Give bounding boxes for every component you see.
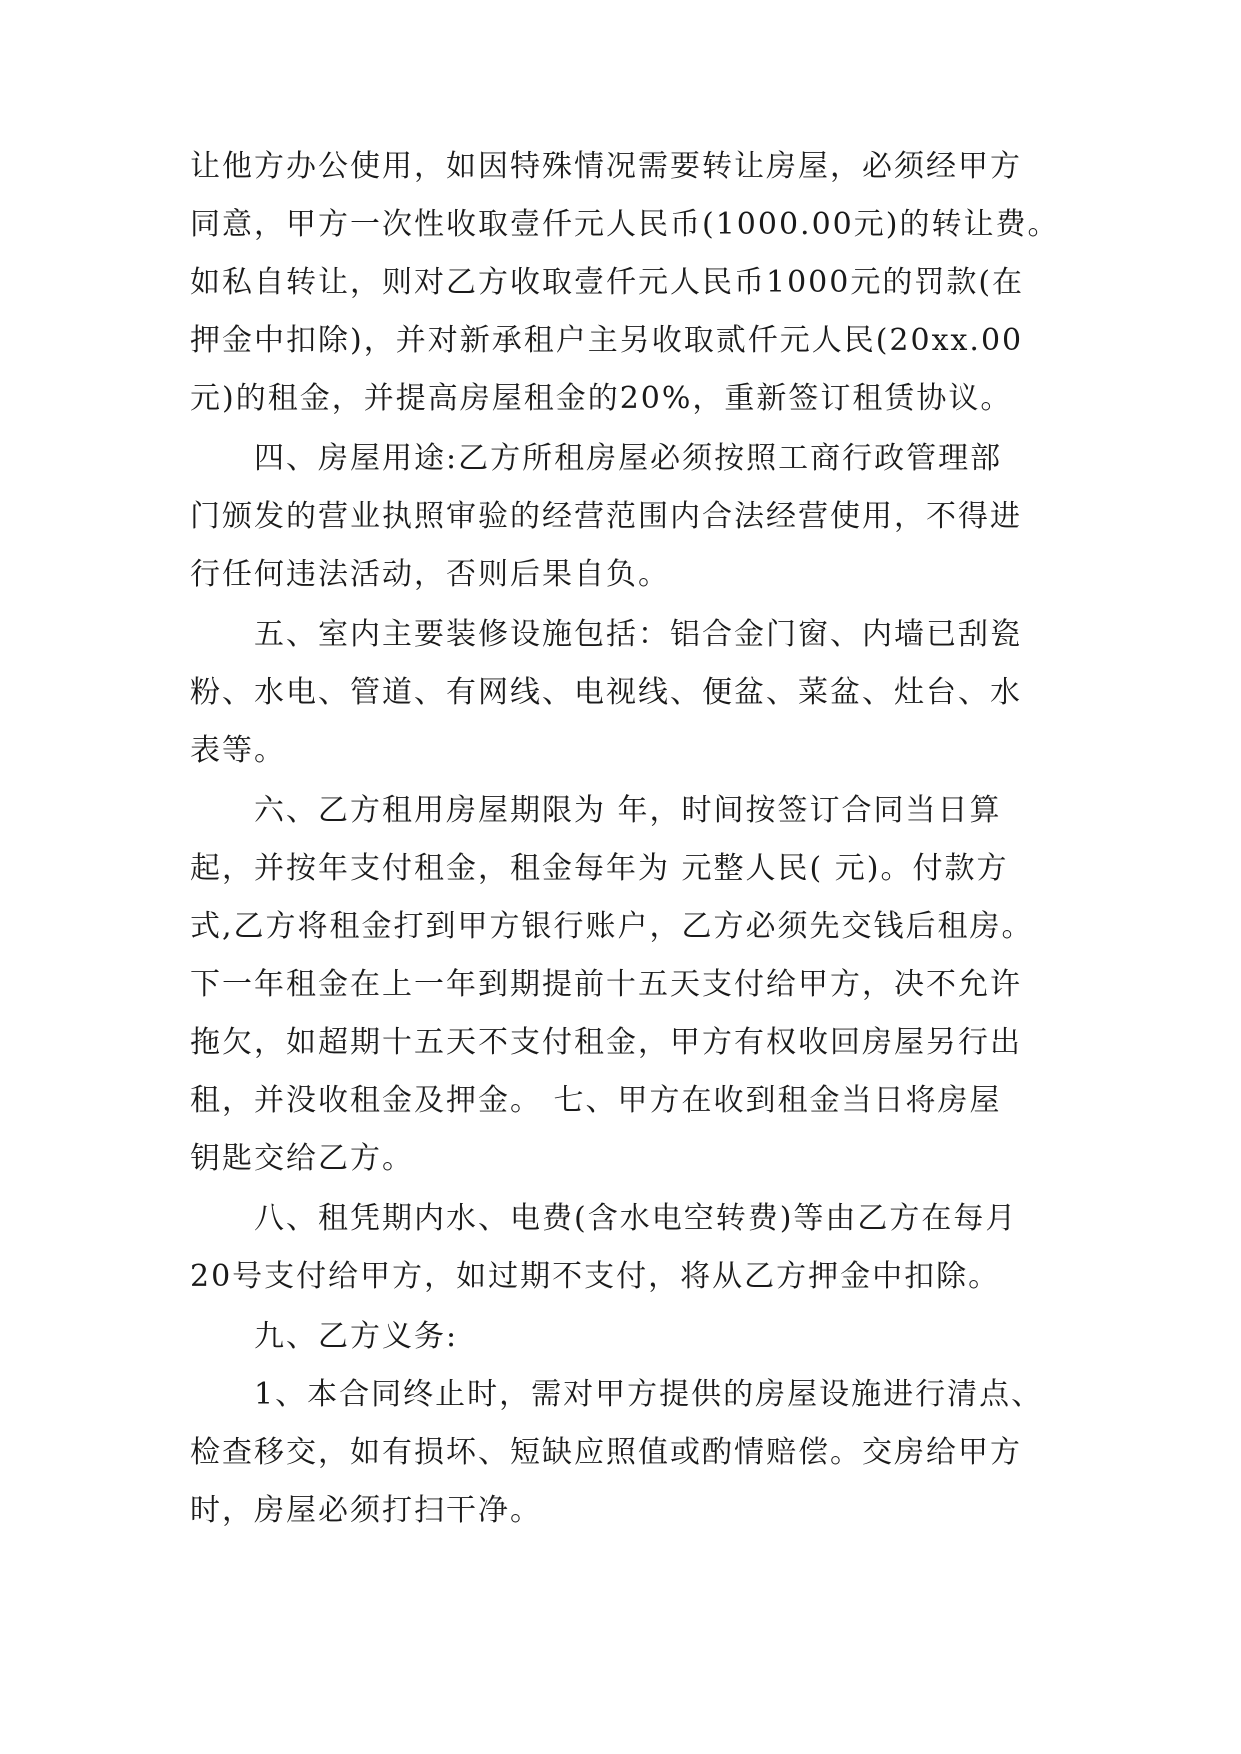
text-line: 六、乙方租用房屋期限为 年，时间按签订合同当日算 [190,793,1002,828]
text-line: 钥匙交给乙方。 [190,1141,414,1176]
text-line: 九、乙方义务: [190,1319,459,1354]
text-line: 行任何违法活动，否则后果自负。 [190,557,670,592]
text-line: 五、室内主要装修设施包括：铝合金门窗、内墙已刮瓷 [190,617,1022,652]
text-line: 让他方办公使用，如因特殊情况需要转让房屋，必须经甲方 [190,149,1022,184]
text-line: 1、本合同终止时，需对甲方提供的房屋设施进行清点、 [190,1377,1044,1412]
text-line: 20号支付给甲方，如过期不支付，将从乙方押金中扣除。 [190,1259,1001,1294]
text-line: 表等。 [190,733,286,768]
text-line: 四、房屋用途:乙方所租房屋必须按照工商行政管理部 [190,441,1003,476]
text-line: 租，并没收租金及押金。 七、甲方在收到租金当日将房屋 [190,1083,1002,1118]
text-line: 八、租凭期内水、电费(含水电空转费)等由乙方在每月 [190,1201,1018,1236]
text-line: 粉、水电、管道、有网线、电视线、便盆、菜盆、灶台、水 [190,675,1022,710]
text-line: 式,乙方将租金打到甲方银行账户，乙方必须先交钱后租房。 [190,909,1034,944]
text-line: 门颁发的营业执照审验的经营范围内合法经营使用，不得进 [190,499,1022,534]
text-line: 如私自转让，则对乙方收取壹仟元人民币1000元的罚款(在 [190,265,1025,300]
text-line: 时，房屋必须打扫干净。 [190,1493,542,1528]
text-line: 起，并按年支付租金，租金每年为 元整人民( 元)。付款方 [190,851,1009,886]
text-line: 拖欠，如超期十五天不支付租金，甲方有权收回房屋另行出 [190,1025,1022,1060]
text-line: 元)的租金，并提高房屋租金的20%，重新签订租赁协议。 [190,381,1013,416]
text-line: 押金中扣除)，并对新承租户主另收取贰仟元人民(20xx.00 [190,323,1024,358]
text-line: 检查移交，如有损坏、短缺应照值或酌情赔偿。交房给甲方 [190,1435,1022,1470]
text-line: 下一年租金在上一年到期提前十五天支付给甲方，决不允许 [190,967,1022,1002]
text-line: 同意，甲方一次性收取壹仟元人民币(1000.00元)的转让费。 [190,207,1060,242]
